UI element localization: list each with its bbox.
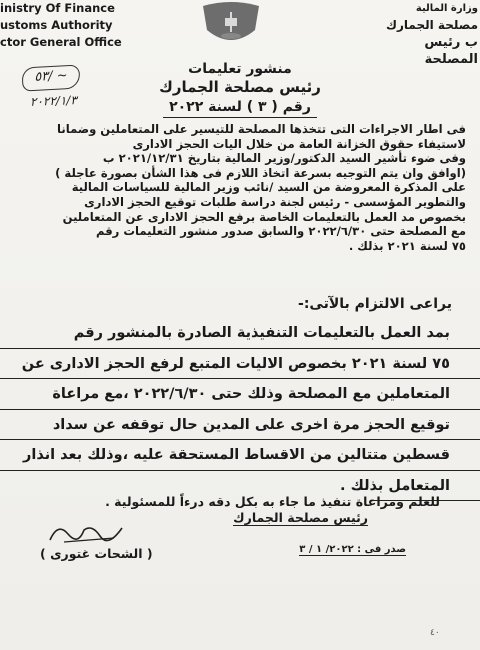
instruction-line: بمد العمل بالتعليمات التنفيذية الصادرة بالمنشور رقم [0, 318, 480, 349]
instruction-line: ٧٥ لسنة ٢٠٢١ بخصوص الاليات المتبع لرفع الحجز الادارى عن [0, 349, 480, 380]
title-line-3: رقم ( ٣ ) لسنة ٢٠٢٢ [163, 97, 317, 118]
header-right-line: وزارة المالية [415, 3, 478, 14]
body-line: فى اطار الاجراءات التى تتخذها المصلحة للتيسير على المتعاملين وضمانا [57, 122, 466, 136]
body-line: مع المصلحة حتى ٢٠٢٢/٦/٣٠ والسابق صدور منشور التعليمات رقم [96, 224, 466, 239]
document-title [120, 60, 360, 118]
handwritten-reference: ٥٣/ ~ [21, 64, 80, 91]
handwritten-date: ٢٠٢٢/١/٣ [29, 93, 77, 109]
body-line: على المذكرة المعروضة من السيد /نائب وزير المالية للسياسات المالية [71, 180, 466, 195]
handwritten-signature [44, 518, 128, 548]
header-right [368, 0, 478, 68]
instruction-line: قسطين متتالين من الاقساط المستحقة عليه ،وذلك بعد انذار [0, 440, 480, 471]
header-right-line: ب رئيس المصلحة [424, 35, 478, 67]
body-line: وفى ضوء تأشير السيد الدكتور/وزير المالية بتاريخ ٢٠٢١/١٢/٣١ ب [102, 151, 466, 166]
underlined-instructions [0, 318, 480, 501]
eagle-emblem-icon [199, 0, 263, 48]
header-right-line: مصلحة الجمارك [386, 18, 478, 32]
issue-date: صدر فى : ٢٠٢٢/ ١ / ٣ [299, 544, 406, 555]
header-left-line: inistry Of Finance [0, 1, 115, 15]
requirement-heading: يراعى الالتزام بالآتى:- [298, 296, 452, 312]
body-line: لاستيفاء حقوق الخزانة العامة من خلال اليات الحجز الادارى [132, 136, 466, 151]
signatory-name: ( الشحات غتورى ) [40, 546, 153, 561]
instruction-line: المتعاملين مع المصلحة وذلك حتى ٢٠٢٢/٦/٣٠ ،مع مراعاة [0, 379, 480, 410]
header-left-line: ustoms Authority [0, 18, 113, 32]
body-line: ٧٥ لسنة ٢٠٢١ بذلك . [348, 238, 466, 253]
header-left-line: ctor General Office [0, 35, 122, 49]
header-left [0, 0, 140, 51]
document-body [8, 122, 466, 253]
closing-text: للعلم ومراعاة تنفيذ ما جاء به بكل دقه درءاً للمسئولية . [105, 494, 440, 509]
body-line: والتطوير المؤسسى - رئيس لجنة دراسة طلبات توقيع الحجز الادارى [84, 194, 466, 209]
body-line: بخصوص مد العمل بالتعليمات الخاصة برفع الحجز الادارى عن المتعاملين [62, 209, 466, 224]
signature-title: رئيس مصلحة الجمارك [233, 510, 368, 525]
body-line: (اوافق وان يتم التوجيه بسرعة اتخاذ اللازم فى هذا الشأن بصورة عاجلة ) [55, 165, 466, 180]
instruction-line: المتعامل بذلك . [370, 471, 480, 502]
title-line-1: منشور تعليمات [188, 61, 292, 77]
page-number: ٤٠ [430, 628, 440, 638]
instruction-line: توقيع الحجز مرة اخرى على المدين حال توقفه عن سداد [0, 410, 480, 441]
title-line-2: رئيس مصلحة الجمارك [159, 78, 321, 96]
